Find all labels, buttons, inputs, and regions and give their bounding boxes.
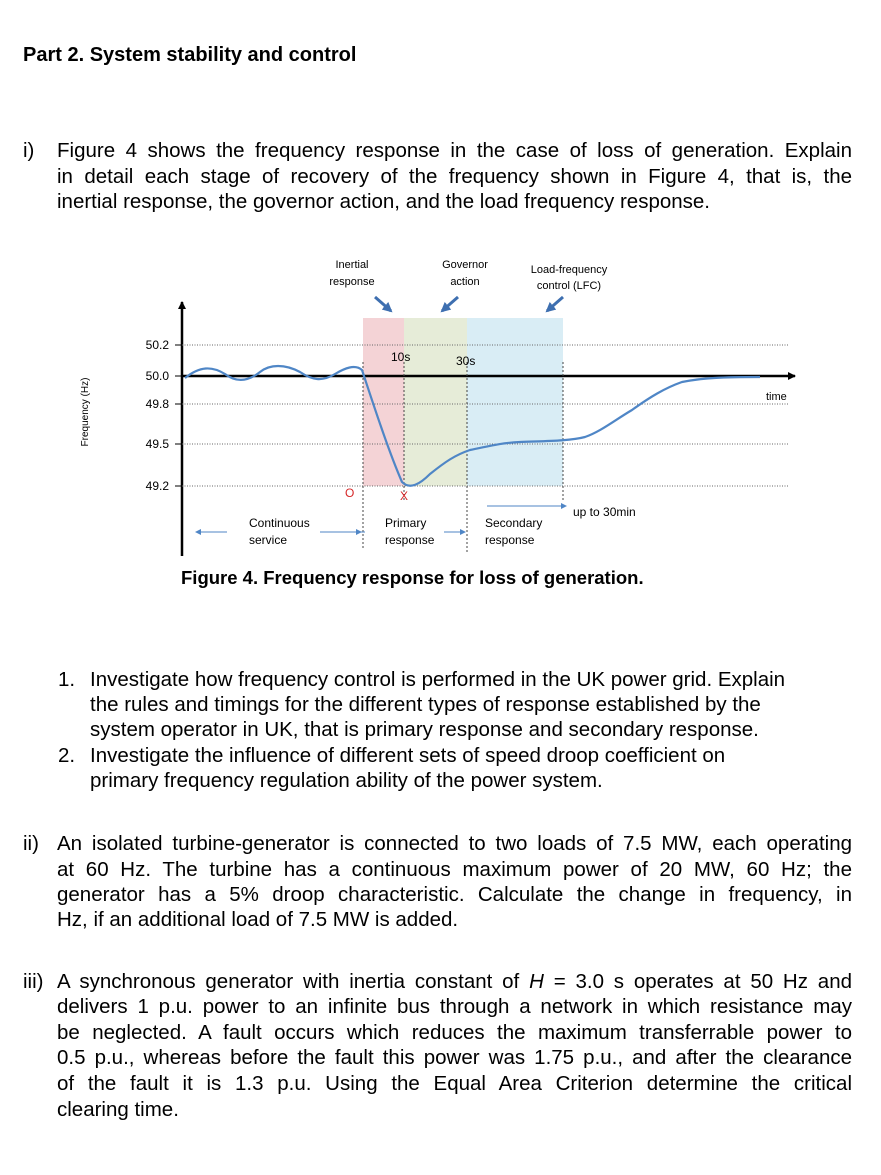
x-axis-label: time (766, 391, 787, 403)
page-title: Part 2. System stability and control (23, 44, 357, 66)
band-label: Governor (442, 259, 488, 271)
list-number: 2. (58, 744, 76, 767)
question-line: generator has a 5% droop characteristic. Calculate the change in frequency, in (57, 883, 852, 906)
bottom-label: Continuous (249, 516, 310, 530)
governor-action-band (404, 318, 467, 486)
inertial-response-band (363, 318, 404, 486)
band-label: response (329, 276, 375, 288)
band-label: control (LFC) (536, 280, 602, 292)
bottom-label: Primary (385, 516, 427, 530)
question-line: inertial response, the governor action, and the load frequency response. (57, 190, 710, 213)
list-line: Investigate the influence of different sets of speed droop coefficient on (90, 744, 726, 767)
lfc-band (467, 318, 563, 486)
start-marker: O (345, 486, 355, 500)
bottom-label: service (249, 533, 288, 547)
y-axis-label: Frequency (Hz) (80, 377, 91, 447)
question-line: at 60 Hz. The turbine has a continuous maximum power of 20 MW, 60 Hz; the (57, 858, 852, 881)
question-line: Figure 4 shows the frequency response in the case of loss of generation. Explain (57, 139, 852, 162)
question-line: in detail each stage of recovery of the frequency shown in Figure 4, that is, the (57, 165, 852, 188)
question-number: i) (23, 139, 35, 162)
tick-label: 49.5 (145, 437, 169, 451)
time-label-30s: 30s (456, 354, 476, 368)
question-line: clearing time. (57, 1098, 179, 1121)
question-line: An isolated turbine-generator is connected to two loads of 7.5 MW, each operating (57, 832, 852, 855)
list-line: Investigate how frequency control is performed in the UK power grid. Explain (90, 668, 786, 691)
question-number: iii) (23, 970, 44, 993)
list-number: 1. (58, 668, 76, 691)
figure-caption: Figure 4. Frequency response for loss of generation. (181, 567, 644, 588)
nadir-marker: X (400, 489, 409, 503)
frequency-response-figure (0, 240, 881, 570)
question-line: A synchronous generator with inertia constant of H = 3.0 s operates at 50 Hz and (57, 970, 853, 993)
question-number: ii) (23, 832, 39, 855)
governor-pointer-arrow (442, 297, 458, 311)
variable-h: H (529, 970, 544, 993)
time-label-10s: 10s (391, 350, 411, 364)
tick-label: 50.0 (145, 369, 169, 383)
list-line: the rules and timings for the different types of response established by the (90, 693, 761, 716)
list-line: system operator in UK, that is primary response and secondary response. (90, 718, 759, 741)
time-label-30min: up to 30min (573, 505, 636, 519)
bottom-label: response (485, 533, 535, 547)
question-line: be neglected. A fault occurs which reduces the maximum transferrable power to (57, 1021, 852, 1044)
tick-label: 49.8 (145, 397, 169, 411)
bottom-label: response (385, 533, 435, 547)
tick-label: 49.2 (145, 479, 169, 493)
bottom-label: Secondary (485, 516, 543, 530)
inertial-pointer-arrow (375, 297, 391, 311)
list-line: primary frequency regulation ability of the power system. (90, 769, 603, 792)
question-line: 0.5 p.u., whereas before the fault this power was 1.75 p.u., and after the clearance (57, 1046, 852, 1069)
lfc-pointer-arrow (547, 297, 563, 311)
question-line: of the fault it is 1.3 p.u. Using the Equal Area Criterion determine the critical (57, 1072, 852, 1095)
question-line: delivers 1 p.u. power to an infinite bus through a network in which resistance may (57, 995, 852, 1018)
question-line: Hz, if an additional load of 7.5 MW is added. (57, 908, 459, 931)
band-label: Inertial (335, 259, 369, 271)
tick-label: 50.2 (145, 338, 169, 352)
band-label: action (450, 276, 480, 288)
band-label: Load-frequency (530, 264, 608, 276)
